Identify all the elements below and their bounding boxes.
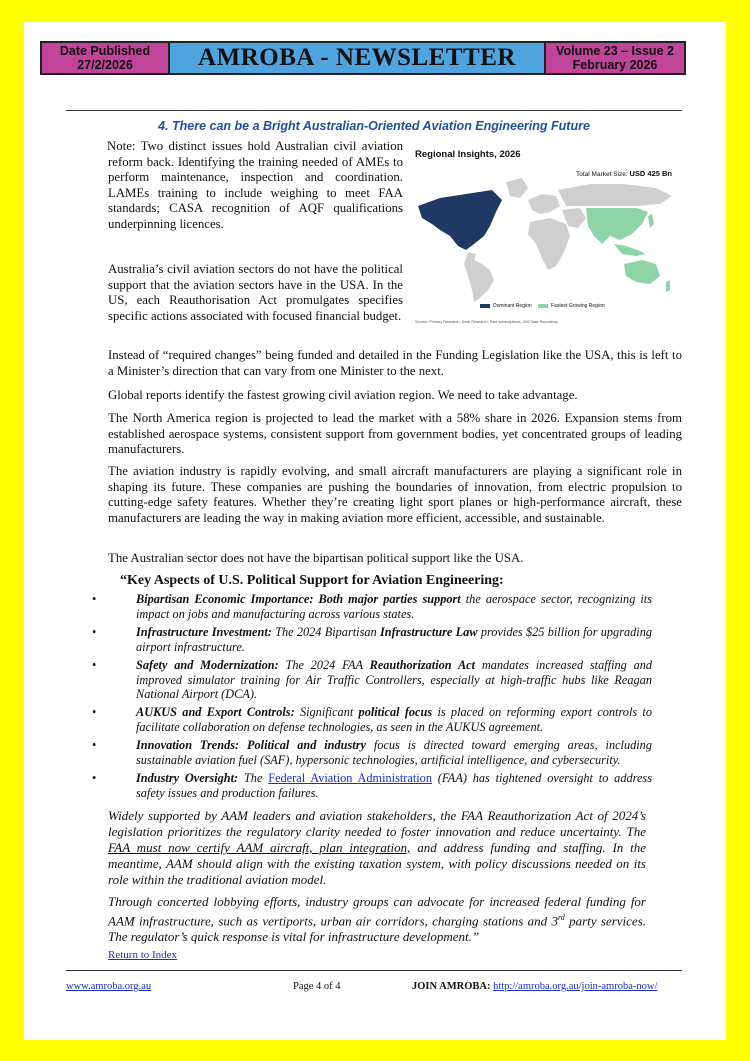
footer-join-label: JOIN AMROBA:	[412, 981, 491, 992]
key-aspect-emphasis: Bipartisan Economic Importance: Both major parties support	[136, 592, 461, 606]
key-aspect-item	[92, 625, 652, 654]
quote-paragraph-1	[108, 808, 646, 888]
regional-insights-figure	[410, 140, 680, 330]
key-aspect-emphasis: Reauthorization Act	[369, 657, 476, 672]
date-published-label: Date Published	[59, 44, 151, 58]
legend-fastest	[538, 303, 605, 309]
key-aspect-item	[92, 658, 652, 702]
legend-fastest-swatch	[538, 304, 548, 308]
map-greenland	[506, 178, 528, 198]
key-aspect-emphasis: AUKUS and Export Controls:	[136, 705, 295, 720]
bullet-dot-icon: •	[92, 624, 97, 639]
map-se-asia	[614, 244, 646, 256]
market-size-value: USD 425 Bn	[629, 169, 672, 178]
issue-month: February 2026	[572, 58, 658, 72]
key-aspect-text: focus is directed toward emerging areas, including sustainable aviation fuel (SAF), hypersonic technologies, artificial intelligence, and cybersecurity.	[136, 738, 652, 768]
australia-paragraph: Australia’s civil aviation sectors do not have the political support that the aviation sectors have in the USA. In the US, each Reauthorisation Act promulgates specifies specific actions associated with focused financial budget.	[108, 262, 403, 323]
key-aspect-text: The 2024 FAA	[278, 657, 370, 672]
quote2-text-a: Through concerted lobbying efforts, industry groups can advocate for increased federal funding for AAM infrastructure, such as vertiports, urban air corridors, charging stations and 3	[108, 894, 646, 929]
map-australia	[624, 260, 660, 284]
key-aspect-emphasis: Innovation Trends: Political and industry	[136, 738, 366, 753]
quote2-text-b: party services. The regulator’s quick response is vital for infrastructure development.”	[108, 913, 647, 945]
volume-issue-box	[544, 41, 686, 75]
key-aspect-emphasis: Infrastructure Law	[379, 624, 478, 639]
key-aspect-text: mandates increased staffing and improved simulator training for Air Traffic Controllers, especially at high-traffic hubs like Reagan National Airport (DCA).	[136, 657, 653, 702]
key-aspect-text: is placed on reforming export controls to facilitate collaboration on defense technologies, as seen in the AUKUS agreement.	[136, 705, 652, 735]
footer-page-number: Page 4 of 4	[293, 981, 341, 992]
map-north-america	[418, 190, 502, 250]
key-aspect-text: the aerospace sector, recognizing its impact on jobs and manufacturing across various states.	[136, 592, 652, 621]
newsletter-header	[40, 41, 686, 75]
quote1-underlined: FAA must now certify AAM aircraft, plan integration,	[108, 840, 411, 855]
faa-link[interactable]: Federal Aviation Administration	[268, 771, 432, 786]
legend-dominant-swatch	[480, 304, 490, 308]
key-aspect-text: (FAA) has tightened oversight to address safety issues and production failures.	[136, 771, 652, 800]
quote-paragraph-2	[108, 894, 646, 945]
map-japan	[648, 214, 654, 228]
paragraph-instead: Instead of “required changes” being funded and detailed in the Funding Legislation like the USA, this is left to a Minister’s direction that can vary from one Minister to the next.	[108, 348, 682, 378]
legend-dominant-label: Dominant Region	[493, 303, 532, 309]
quote1-text-b: and address funding and staffing. In the meantime, AAM should align with the existing taxation system, with policy discussions needed on its role within the traditional aviation model.	[108, 840, 647, 887]
key-aspect-text: provides $25 billion for upgrading airport infrastructure.	[136, 624, 653, 654]
key-aspect-emphasis: Industry Oversight:	[136, 771, 239, 786]
market-size-label: Total Market Size:	[576, 171, 628, 178]
key-aspect-item	[92, 738, 652, 767]
footer-join	[412, 981, 657, 992]
date-published-box	[40, 41, 170, 75]
paragraph-north-america: The North America region is projected to lead the market with a 58% share in 2026. Expansion stems from established aerospace systems, consistent support from government bodies, yet concentrated groups of leading manufacturers.	[108, 411, 682, 456]
map-north-asia	[558, 184, 672, 206]
figure-source: Source: Primary Research, Desk Research, Paid subscriptions, CMI Data Repository	[415, 320, 558, 324]
volume-issue-label: Volume 23 – Issue 2	[556, 44, 674, 58]
key-aspect-emphasis: Infrastructure Investment:	[136, 624, 272, 639]
figure-title: Regional Insights, 2026	[415, 149, 521, 160]
bullet-dot-icon: •	[92, 705, 97, 720]
footer-join-link[interactable]: http://amroba.org.au/join-amroba-now/	[493, 981, 658, 992]
key-aspect-emphasis: Safety and Modernization:	[136, 657, 279, 672]
map-asia-pacific	[586, 208, 648, 244]
footer-rule	[66, 970, 682, 971]
return-to-index-link[interactable]: Return to Index	[108, 949, 178, 961]
key-aspect-text: Significant	[294, 705, 359, 720]
date-published-value: 27/2/2026	[77, 58, 133, 72]
key-aspect-emphasis: political focus	[358, 705, 433, 720]
key-aspects-heading: “Key Aspects of U.S. Political Support for Aviation Engineering:	[120, 573, 504, 588]
map-europe	[528, 194, 560, 214]
bullet-dot-icon: •	[92, 657, 97, 672]
paragraph-global: Global reports identify the fastest growing civil aviation region. We need to take advantage.	[108, 388, 578, 402]
legend-fastest-label: Fastest Growing Region	[551, 303, 605, 309]
paragraph-industry: The aviation industry is rapidly evolving, and small aircraft manufacturers are playing a significant role in shaping its future. These companies are pushing the boundaries of innovation, from electric propulsion to cutting-edge safety features. Whether they’re creating light sport planes or high-performance aircraft, these manufacturers are leading the way in making aviation more efficient, accessible, and sustainable.	[108, 464, 682, 525]
key-aspect-text: The 2024 Bipartisan	[271, 624, 380, 639]
paragraph-bipartisan: The Australian sector does not have the bipartisan political support like the USA.	[108, 551, 524, 565]
header-rule	[66, 110, 682, 111]
note-paragraph: Note: Two distinct issues hold Australian civil aviation reform back. Identifying the training needed of AMEs to perform maintenance, inspection and coordination. LAMEs training to include weighing to meet FAA standards; CASA recognition of AQF qualifications underpinning licences.	[107, 139, 403, 231]
key-aspect-item	[92, 592, 652, 621]
map-africa	[528, 218, 570, 270]
footer-website-link[interactable]: www.amroba.org.au	[66, 981, 152, 992]
newsletter-title: AMROBA - NEWSLETTER	[170, 41, 544, 75]
quote1-text-a: Widely supported by AAM leaders and aviation stakeholders, the FAA Reauthorization Act of 2024’s legislation prioritizes the regulatory clarity needed to foster innovation and reduce uncertainty. The	[108, 808, 646, 839]
quote2-superscript: rd	[557, 913, 565, 922]
bullet-dot-icon: •	[92, 592, 97, 606]
map-new-zealand	[666, 280, 670, 292]
key-aspects-list	[92, 592, 652, 804]
map-south-america	[464, 252, 494, 302]
bullet-dot-icon: •	[92, 771, 97, 786]
key-aspect-item	[92, 771, 652, 800]
legend-dominant	[480, 303, 532, 309]
section-title: 4. There can be a Bright Australian-Oriented Aviation Engineering Future	[158, 119, 590, 133]
key-aspect-text: The	[238, 771, 269, 786]
key-aspect-item	[92, 705, 652, 734]
bullet-dot-icon: •	[92, 738, 97, 753]
world-map	[410, 140, 680, 330]
